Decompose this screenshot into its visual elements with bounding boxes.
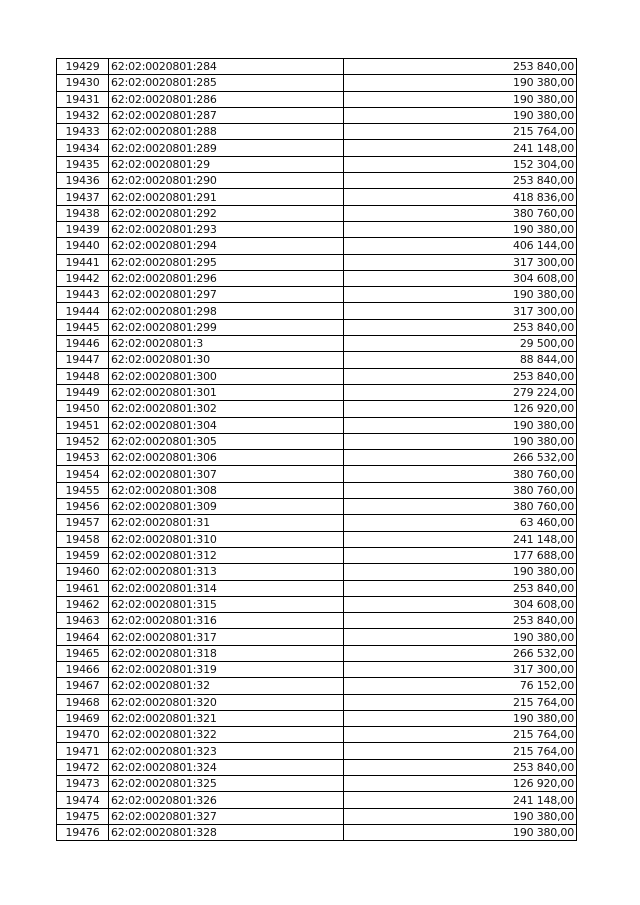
table-row [57, 466, 577, 482]
table-row [57, 824, 577, 840]
table-row [57, 710, 577, 726]
cadastral-value-cell: 380 760,00 [344, 499, 577, 515]
cadastral-number-cell: 62:02:0020801:314 [109, 580, 344, 596]
table-row [57, 499, 577, 515]
cadastral-number-cell: 62:02:0020801:301 [109, 384, 344, 400]
cadastral-value-cell: 63 460,00 [344, 515, 577, 531]
table-row [57, 759, 577, 775]
cadastral-number-cell: 62:02:0020801:297 [109, 287, 344, 303]
cadastral-number-cell: 62:02:0020801:313 [109, 564, 344, 580]
row-number-cell: 19435 [57, 156, 109, 172]
cadastral-number-cell: 62:02:0020801:302 [109, 401, 344, 417]
table-row [57, 776, 577, 792]
table-row [57, 205, 577, 221]
table-row [57, 727, 577, 743]
cadastral-number-cell: 62:02:0020801:299 [109, 319, 344, 335]
cadastral-number-cell: 62:02:0020801:291 [109, 189, 344, 205]
table-row [57, 531, 577, 547]
row-number-cell: 19463 [57, 613, 109, 629]
row-number-cell: 19466 [57, 661, 109, 677]
cadastral-value-cell: 266 532,00 [344, 645, 577, 661]
cadastral-number-cell: 62:02:0020801:319 [109, 661, 344, 677]
cadastral-number-cell: 62:02:0020801:289 [109, 140, 344, 156]
cadastral-number-cell: 62:02:0020801:312 [109, 547, 344, 563]
row-number-cell: 19452 [57, 433, 109, 449]
table-row [57, 238, 577, 254]
table-row [57, 661, 577, 677]
table-row [57, 384, 577, 400]
row-number-cell: 19441 [57, 254, 109, 270]
cadastral-number-cell: 62:02:0020801:300 [109, 368, 344, 384]
cadastral-value-cell: 177 688,00 [344, 547, 577, 563]
row-number-cell: 19467 [57, 678, 109, 694]
cadastral-number-cell: 62:02:0020801:3 [109, 336, 344, 352]
cadastral-value-cell: 241 148,00 [344, 792, 577, 808]
row-number-cell: 19474 [57, 792, 109, 808]
cadastral-number-cell: 62:02:0020801:326 [109, 792, 344, 808]
cadastral-number-cell: 62:02:0020801:294 [109, 238, 344, 254]
row-number-cell: 19443 [57, 287, 109, 303]
row-number-cell: 19464 [57, 629, 109, 645]
table-row [57, 596, 577, 612]
cadastral-value-cell: 380 760,00 [344, 482, 577, 498]
cadastral-value-cell: 253 840,00 [344, 59, 577, 75]
row-number-cell: 19434 [57, 140, 109, 156]
table-row [57, 629, 577, 645]
row-number-cell: 19436 [57, 173, 109, 189]
row-number-cell: 19472 [57, 759, 109, 775]
table-row [57, 303, 577, 319]
cadastral-number-cell: 62:02:0020801:316 [109, 613, 344, 629]
table-row [57, 694, 577, 710]
table-row [57, 189, 577, 205]
row-number-cell: 19444 [57, 303, 109, 319]
table-row [57, 287, 577, 303]
table-row [57, 107, 577, 123]
cadastral-value-cell: 317 300,00 [344, 303, 577, 319]
table-row [57, 91, 577, 107]
row-number-cell: 19473 [57, 776, 109, 792]
cadastral-value-cell: 241 148,00 [344, 140, 577, 156]
table-row [57, 221, 577, 237]
cadastral-value-cell: 215 764,00 [344, 727, 577, 743]
cadastral-value-cell: 317 300,00 [344, 661, 577, 677]
table-row [57, 368, 577, 384]
row-number-cell: 19471 [57, 743, 109, 759]
table-row [57, 678, 577, 694]
row-number-cell: 19448 [57, 368, 109, 384]
table-row [57, 547, 577, 563]
cadastral-value-cell: 190 380,00 [344, 91, 577, 107]
row-number-cell: 19458 [57, 531, 109, 547]
row-number-cell: 19429 [57, 59, 109, 75]
cadastral-value-cell: 279 224,00 [344, 384, 577, 400]
row-number-cell: 19438 [57, 205, 109, 221]
row-number-cell: 19451 [57, 417, 109, 433]
cadastral-value-cell: 29 500,00 [344, 336, 577, 352]
table-row [57, 613, 577, 629]
cadastral-number-cell: 62:02:0020801:315 [109, 596, 344, 612]
row-number-cell: 19465 [57, 645, 109, 661]
cadastral-number-cell: 62:02:0020801:32 [109, 678, 344, 694]
cadastral-number-cell: 62:02:0020801:306 [109, 450, 344, 466]
cadastral-number-cell: 62:02:0020801:327 [109, 808, 344, 824]
row-number-cell: 19445 [57, 319, 109, 335]
table-row [57, 156, 577, 172]
cadastral-number-cell: 62:02:0020801:304 [109, 417, 344, 433]
cadastral-number-cell: 62:02:0020801:290 [109, 173, 344, 189]
cadastral-number-cell: 62:02:0020801:296 [109, 270, 344, 286]
cadastral-number-cell: 62:02:0020801:31 [109, 515, 344, 531]
row-number-cell: 19455 [57, 482, 109, 498]
cadastral-value-cell: 253 840,00 [344, 759, 577, 775]
table-row [57, 417, 577, 433]
cadastral-value-cell: 253 840,00 [344, 173, 577, 189]
cadastral-value-cell: 190 380,00 [344, 710, 577, 726]
cadastral-value-cell: 88 844,00 [344, 352, 577, 368]
row-number-cell: 19440 [57, 238, 109, 254]
table-row [57, 580, 577, 596]
cadastral-number-cell: 62:02:0020801:310 [109, 531, 344, 547]
cadastral-value-cell: 215 764,00 [344, 694, 577, 710]
cadastral-number-cell: 62:02:0020801:285 [109, 75, 344, 91]
row-number-cell: 19461 [57, 580, 109, 596]
cadastral-value-cell: 380 760,00 [344, 466, 577, 482]
table-row [57, 808, 577, 824]
table-row [57, 173, 577, 189]
table-row [57, 254, 577, 270]
row-number-cell: 19446 [57, 336, 109, 352]
cadastral-number-cell: 62:02:0020801:324 [109, 759, 344, 775]
cadastral-value-cell: 253 840,00 [344, 368, 577, 384]
row-number-cell: 19475 [57, 808, 109, 824]
table-row [57, 270, 577, 286]
cadastral-value-cell: 241 148,00 [344, 531, 577, 547]
row-number-cell: 19469 [57, 710, 109, 726]
table-row [57, 450, 577, 466]
row-number-cell: 19449 [57, 384, 109, 400]
table-row [57, 59, 577, 75]
row-number-cell: 19457 [57, 515, 109, 531]
cadastral-number-cell: 62:02:0020801:321 [109, 710, 344, 726]
cadastral-number-cell: 62:02:0020801:305 [109, 433, 344, 449]
cadastral-value-table [56, 58, 577, 841]
cadastral-number-cell: 62:02:0020801:322 [109, 727, 344, 743]
cadastral-value-cell: 317 300,00 [344, 254, 577, 270]
row-number-cell: 19468 [57, 694, 109, 710]
cadastral-value-cell: 380 760,00 [344, 205, 577, 221]
cadastral-value-cell: 190 380,00 [344, 107, 577, 123]
table-row [57, 75, 577, 91]
table-row [57, 124, 577, 140]
row-number-cell: 19453 [57, 450, 109, 466]
cadastral-number-cell: 62:02:0020801:317 [109, 629, 344, 645]
row-number-cell: 19476 [57, 824, 109, 840]
cadastral-value-cell: 126 920,00 [344, 776, 577, 792]
table-row [57, 743, 577, 759]
cadastral-value-cell: 253 840,00 [344, 319, 577, 335]
row-number-cell: 19460 [57, 564, 109, 580]
cadastral-number-cell: 62:02:0020801:29 [109, 156, 344, 172]
cadastral-value-cell: 406 144,00 [344, 238, 577, 254]
row-number-cell: 19456 [57, 499, 109, 515]
cadastral-number-cell: 62:02:0020801:309 [109, 499, 344, 515]
row-number-cell: 19462 [57, 596, 109, 612]
cadastral-value-cell: 190 380,00 [344, 824, 577, 840]
cadastral-value-cell: 190 380,00 [344, 629, 577, 645]
cadastral-value-cell: 190 380,00 [344, 564, 577, 580]
cadastral-number-cell: 62:02:0020801:328 [109, 824, 344, 840]
cadastral-value-cell: 304 608,00 [344, 270, 577, 286]
table-row [57, 336, 577, 352]
cadastral-value-cell: 190 380,00 [344, 417, 577, 433]
cadastral-value-cell: 253 840,00 [344, 613, 577, 629]
table-row [57, 482, 577, 498]
row-number-cell: 19442 [57, 270, 109, 286]
table-row [57, 564, 577, 580]
cadastral-value-cell: 126 920,00 [344, 401, 577, 417]
table-row [57, 140, 577, 156]
row-number-cell: 19432 [57, 107, 109, 123]
cadastral-number-cell: 62:02:0020801:287 [109, 107, 344, 123]
cadastral-value-cell: 190 380,00 [344, 221, 577, 237]
cadastral-value-cell: 190 380,00 [344, 433, 577, 449]
cadastral-number-cell: 62:02:0020801:286 [109, 91, 344, 107]
table-row [57, 515, 577, 531]
cadastral-value-cell: 418 836,00 [344, 189, 577, 205]
cadastral-number-cell: 62:02:0020801:288 [109, 124, 344, 140]
row-number-cell: 19437 [57, 189, 109, 205]
cadastral-value-cell: 215 764,00 [344, 124, 577, 140]
cadastral-number-cell: 62:02:0020801:320 [109, 694, 344, 710]
table-row [57, 319, 577, 335]
cadastral-number-cell: 62:02:0020801:318 [109, 645, 344, 661]
cadastral-value-cell: 190 380,00 [344, 808, 577, 824]
row-number-cell: 19433 [57, 124, 109, 140]
cadastral-value-cell: 152 304,00 [344, 156, 577, 172]
cadastral-number-cell: 62:02:0020801:30 [109, 352, 344, 368]
row-number-cell: 19430 [57, 75, 109, 91]
cadastral-number-cell: 62:02:0020801:284 [109, 59, 344, 75]
cadastral-number-cell: 62:02:0020801:292 [109, 205, 344, 221]
table-row [57, 352, 577, 368]
cadastral-value-cell: 304 608,00 [344, 596, 577, 612]
cadastral-value-cell: 266 532,00 [344, 450, 577, 466]
table-row [57, 792, 577, 808]
cadastral-number-cell: 62:02:0020801:308 [109, 482, 344, 498]
cadastral-number-cell: 62:02:0020801:293 [109, 221, 344, 237]
row-number-cell: 19450 [57, 401, 109, 417]
row-number-cell: 19447 [57, 352, 109, 368]
cadastral-number-cell: 62:02:0020801:307 [109, 466, 344, 482]
row-number-cell: 19470 [57, 727, 109, 743]
table-row [57, 645, 577, 661]
cadastral-number-cell: 62:02:0020801:298 [109, 303, 344, 319]
row-number-cell: 19454 [57, 466, 109, 482]
cadastral-value-cell: 76 152,00 [344, 678, 577, 694]
cadastral-number-cell: 62:02:0020801:323 [109, 743, 344, 759]
cadastral-number-cell: 62:02:0020801:295 [109, 254, 344, 270]
cadastral-number-cell: 62:02:0020801:325 [109, 776, 344, 792]
cadastral-value-cell: 190 380,00 [344, 75, 577, 91]
row-number-cell: 19431 [57, 91, 109, 107]
cadastral-value-cell: 215 764,00 [344, 743, 577, 759]
cadastral-value-cell: 190 380,00 [344, 287, 577, 303]
table-row [57, 433, 577, 449]
row-number-cell: 19439 [57, 221, 109, 237]
row-number-cell: 19459 [57, 547, 109, 563]
cadastral-value-cell: 253 840,00 [344, 580, 577, 596]
table-body [57, 59, 577, 841]
table-row [57, 401, 577, 417]
